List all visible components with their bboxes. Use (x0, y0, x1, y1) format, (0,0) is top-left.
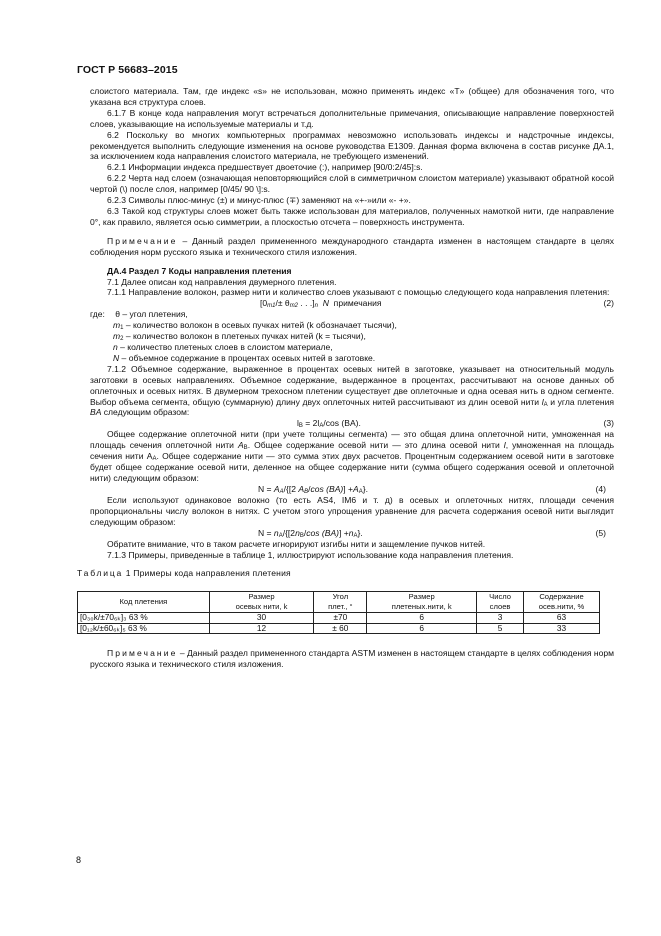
where-label: где: (90, 309, 105, 320)
table-row (78, 613, 600, 624)
paragraph: 7.1.2 Объемное содержание, выраженное в процентах осевых нитей в заготовке, указывает на относительный модуль заготовки в осевых направлениях. Объемное содержание, выдержанное в процентах, рассчитывают на основе данных об оплеточных и осевых нитях. В двумерном трехосном плетении существует две оплеточные и одна осевая нить в одном сегменте. Выбор объема сегмента, общую (суммарную) длину двух оплеточных нитей рассчитывают из длин осевой нити $l_A$ и угла плетения BA следующим образом: (90, 363, 615, 418)
table-header-cell: плет., ° (314, 602, 367, 613)
table-header-row (78, 592, 600, 603)
table-cell: 3 (477, 613, 524, 624)
paragraph: Обратите внимание, что в таком расчете игнорируют изгибы нити и защемление пучков нитей. (107, 538, 486, 549)
paragraph: 7.1.1 Направление волокон, размер нити и количество слоев указывают с помощью следующего кода направления плетения: (107, 287, 610, 298)
page-number: 8 (76, 855, 82, 865)
table-header-cell: Размер (209, 592, 314, 603)
table-header-cell: осев.нити, % (524, 602, 600, 613)
paragraph: 6.2.1 Информации индекса предшествует двоеточие (:), например [90/0:2/45]:s. (107, 162, 423, 173)
table-header-cell: плетеных.нити, k (367, 602, 477, 613)
table-header-cell: Код плетения (78, 592, 210, 613)
table-cell: [0₁₂k/±60₆ₖ]₅ 63 % (78, 623, 210, 634)
definition-item: θ – угол плетения, (115, 309, 188, 320)
table-cell: ±70 (314, 613, 367, 624)
table-caption-label: Таблица (77, 568, 124, 579)
formula-expression: $N = n_A/\{[2n_B/\cos$ $(BA)] +n_A$}. (258, 527, 363, 539)
table-cell: 6 (367, 613, 477, 624)
table-cell: 63 (524, 613, 600, 624)
paragraph: 6.2.2 Черта над слоем (означающая неповторяющийся слой в симметричном слоистом материале) указывают обратной косой чертой (\) после слоя, например [0/45/ 90 \]:s. (90, 173, 614, 195)
formula-number: (4) (595, 483, 606, 494)
table-caption (77, 568, 614, 579)
table-header-cell: Угол (314, 592, 367, 603)
definition-item: n – количество плетеных слоев в слоистом материале, (113, 342, 333, 353)
table-header-cell: слоев (477, 602, 524, 613)
paragraph: 7.1.3 Примеры, приведенные в таблице 1, иллюстрируют использование кода направления плетения. (107, 549, 514, 560)
paragraph: Общее содержание оплеточной нити (при учете толщины сегмента) — это общая длина оплеточной нити, умноженная на площадь сечения оплеточной нити $A_B$. Общее содержание осевой нити — это длина осевой нити l, умноженная на площадь сечения нити $A_A$. Общее содержание нити — это сумма этих двух расчетов. Процентным содержанием осевой нити в заготовке будет общее содержание осевой нити, деленное на общее содержание нити (сумма общего содержания осевой и оплеточной нити) следующим образом: (90, 429, 615, 483)
note-label: Примечание (107, 235, 178, 246)
document-body (77, 86, 615, 670)
definition-item: $m_1$ – количество волокон в осевых пучках нитей (k обозначает тысячи), (113, 320, 397, 332)
paragraph: 6.1.7 В конце кода направления могут встречаться дополнительные примечания, описывающие направление поверхностей слоев, указывающие на используемые материалы и т.д. (90, 107, 614, 129)
table-cell: 33 (524, 623, 600, 634)
paragraph: 6.2 Поскольку во многих компьютерных программах невозможно использовать индексы и надстрочные индексы, рекомендуется выполнить следующие изменения на основе руководства E1309. Данная форма включена в состав рисунке ДА.1, за исключением кода направления слоистого материала, не требующего изменений. (90, 129, 614, 162)
table-cell: [0₃₀k/±70₆ₖ]₃ 63 % (78, 613, 210, 624)
formula-expression: $N = A_A/\{[2$ $A_B/\cos$ $(BA)] +A_A$}. (258, 483, 368, 495)
standard-header: ГОСТ Р 56683–2015 (77, 64, 178, 76)
definition-item: $m_2$ – количество волокон в плетеных пучках нитей (k = тысячи), (113, 331, 366, 343)
formula-5 (90, 528, 614, 539)
formula-3 (90, 418, 614, 429)
note (90, 236, 614, 258)
paragraph: слоистого материала. Там, где индекс «s» не использован, можно применять индекс «T» (общее) для обозначения того, что указана вся структура слоев. (90, 86, 614, 107)
note-text: – Данный раздел примененного международного стандарта изменен в настоящем стандарте в целях соблюдения норм русского языка и технического стиля изложения. (90, 235, 614, 257)
definitions (90, 309, 614, 364)
formula-2 (90, 298, 614, 309)
section-heading: ДА.4 Раздел 7 Коды направления плетения (107, 265, 292, 276)
table-header-cell: Содержание (524, 592, 600, 603)
table-cell: 5 (477, 623, 524, 634)
table-header-cell: Число (477, 592, 524, 603)
table-header-cell: осевых нити, k (209, 602, 314, 613)
paragraph: Если используют одинаковое волокно (то есть AS4, IM6 и т. д) в осевых и оплеточных нитях, площади сечения пропорциональны числу волокон в нитях. С учетом этого упрощения уравнение для расчета содержания осевой нити выглядит следующим образом: (90, 494, 614, 527)
formula-expression: [$0_{m1}/\pm \theta_{m2}$ . . $.]_n$ N примечания (260, 298, 382, 310)
table-cell: 6 (367, 623, 477, 634)
formula-4 (90, 484, 614, 495)
table-header-cell: Размер (367, 592, 477, 603)
table-cell: 30 (209, 613, 314, 624)
table-caption-text: 1 Примеры кода направления плетения (123, 568, 291, 579)
table-row (78, 623, 600, 634)
formula-number: (3) (603, 418, 614, 429)
note-text: – Данный раздел примененного стандарта ASTM изменен в настоящем стандарте в целях соблюдения норм русского языка и технического стиля изложения. (90, 648, 614, 670)
note (90, 648, 614, 670)
formula-number: (2) (603, 298, 614, 309)
paragraph: 7.1 Далее описан код направления двумерного плетения. (107, 276, 337, 287)
formula-number: (5) (595, 527, 606, 538)
formula-expression: $l_B = 2l_A/\cos$ (BA). (297, 418, 361, 430)
table-cell: 12 (209, 623, 314, 634)
examples-table (77, 591, 600, 634)
table-cell: ± 60 (314, 623, 367, 634)
definition-item: N – объемное содержание в процентах осевых нитей в заготовке. (113, 352, 376, 363)
paragraph: 6.3 Такой код структуры слоев может быть также использован для материалов, полученных намоткой нити, где направление 0°, как правило, является осью симметрии, а плоскостью отсчета – поверхность инструмента. (90, 205, 614, 227)
note-label: Примечание (107, 648, 178, 659)
paragraph: 6.2.3 Символы плюс-минус (±) и минус-плюс (∓) заменяют на «+-»или «- +». (107, 195, 411, 206)
